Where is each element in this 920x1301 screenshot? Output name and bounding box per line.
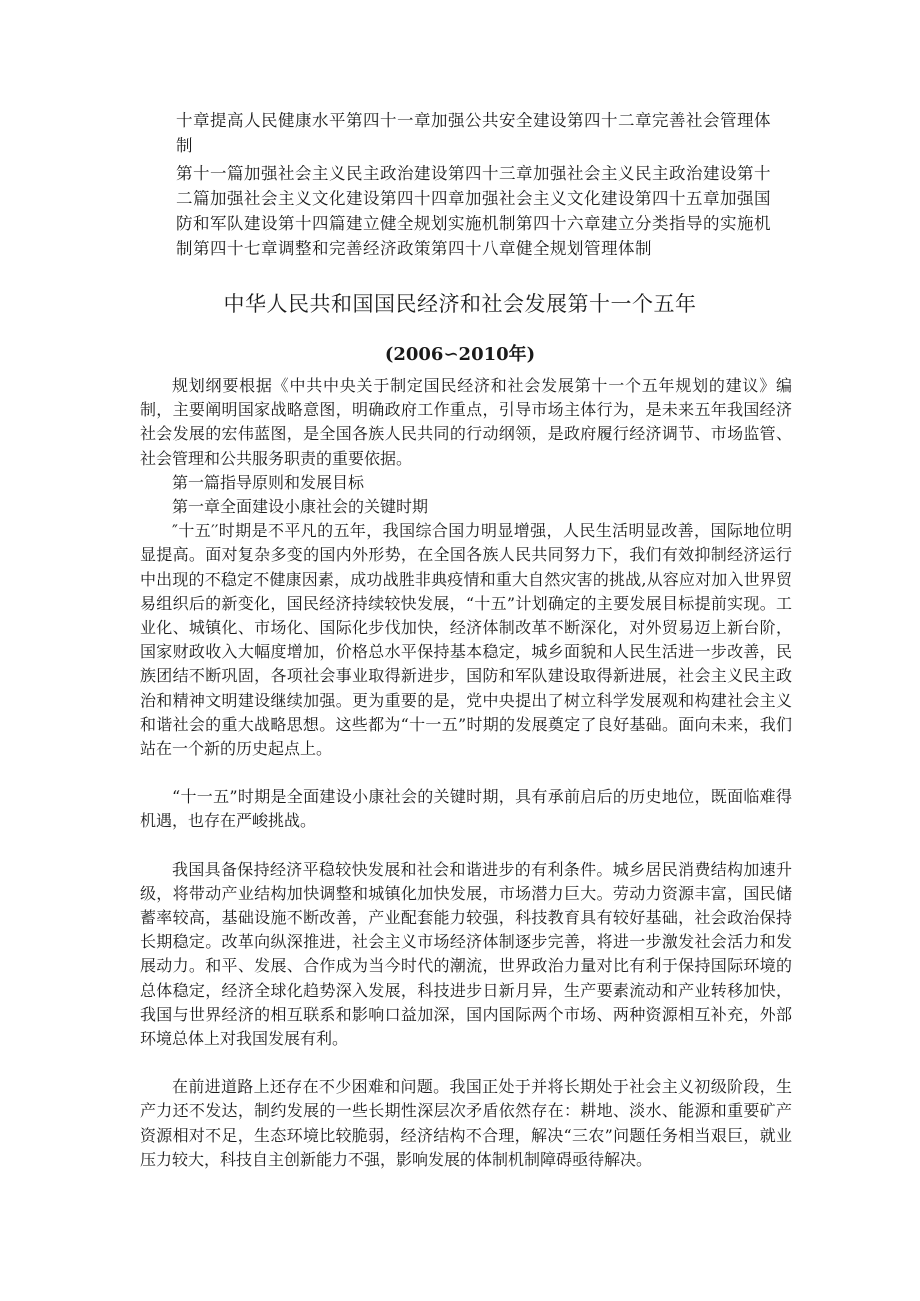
heading-part-one: 第一篇指导原则和发展目标	[172, 472, 365, 492]
paragraph: ″十五′′时期是不平凡的五年，我国综合国力明显增强，人民生活明显改善，国际地位明显提高。面对复杂多变的国内外形势，在全国各族人民共同努力下，我们有效抑制经济运行中出现的不稳定不健康因素，成功战胜非典疫情和重大自然灾害的挑战,从容应对加入世界贸易组织后的新变化，国民经济持续较快发展，“十五”计划确定的主要发展目标提前实现。工业化、城镇化、市场化、国际化步伐加快，经济体制改革不断深化，对外贸易迈上新台阶，国家财政收入大幅度增加，价格总水平保持基本稳定，城乡面貌和人民生活进一步改善，民族团结不断巩固，各项社会事业取得新进步，国防和军队建设取得新进展，社会主义民主政治和精神文明建设继续加强。更为重要的是，党中央提出了树立科学发展观和构建社会主义和谐社会的重大战略思想。这些都为“十一五”时期的发展奠定了良好基础。面向未来，我们站在一个新的历史起点上。	[140, 521, 792, 759]
paragraph-intro: 规划纲要根据《中共中央关于制定国民经济和社会发展第十一个五年规划的建议》编制，主要阐明国家战略意图，明确政府工作重点，引导市场主体行为，是未来五年我国经济社会发展的宏伟蓝图，是全国各族人民共同的行动纲领，是政府履行经济调节、市场监管、社会管理和公共服务职责的重要依据。	[140, 376, 792, 468]
document-title: 中华人民共和国国民经济和社会发展第十一个五年	[223, 292, 697, 316]
paragraph: “十一五”时期是全面建设小康社会的关键时期，具有承前启后的历史地位，既面临难得机遇，也存在严峻挑战。	[140, 787, 792, 831]
toc-line: 第十一篇加强社会主义民主政治建设第四十三章加强社会主义民主政治建设第十二篇加强社会主义文化建设第四十四章加强社会主义文化建设第四十五章加强国防和军队建设第十四篇建立健全规划实施机制第四十六章建立分类指导的实施机制第四十七章调整和完善经济政策第四十八章健全规划管理体制	[176, 164, 771, 258]
paragraph: 我国具备保持经济平稳较快发展和社会和谐进步的有利条件。城乡居民消费结构加速升级，将带动产业结构加快调整和城镇化加快发展，市场潜力巨大。劳动力资源丰富，国民储蓄率较高，基础设施不断改善，产业配套能力较强，科技教育具有较好基础，社会政治保持长期稳定。改革向纵深推进，社会主义市场经济体制逐步完善，将进一步激发社会活力和发展动力。和平、发展、合作成为当今时代的潮流，世界政治力量对比有利于保持国际环境的总体稳定，经济全球化趋势深入发展，科技进步日新月异，生产要素流动和产业转移加快，我国与世界经济的相互联系和影响口益加深，国内国际两个市场、两种资源相互补充，外部环境总体上对我国发展有利。	[140, 859, 792, 1049]
document-subtitle: (2006∽2010年)	[384, 344, 536, 365]
document-body	[140, 374, 792, 1172]
heading-chapter-one: 第一章全面建设小康社会的关键时期	[172, 497, 429, 517]
paragraph: 在前进道路上还存在不少困难和问题。我国正处于并将长期处于社会主义初级阶段，生产力还不发达，制约发展的一些长期性深层次矛盾依然存在：耕地、淡水、能源和重要矿产资源相对不足，生态环境比较脆弱，经济结构不合理，解决“三农”问题任务相当艰巨，就业压力较大，科技自主创新能力不强，影响发展的体制机制障碍亟待解决。	[140, 1077, 792, 1169]
table-of-contents	[176, 108, 776, 264]
toc-line: 十章提高人民健康水平第四十一章加强公共安全建设第四十二章完善社会管理体制	[176, 111, 771, 155]
